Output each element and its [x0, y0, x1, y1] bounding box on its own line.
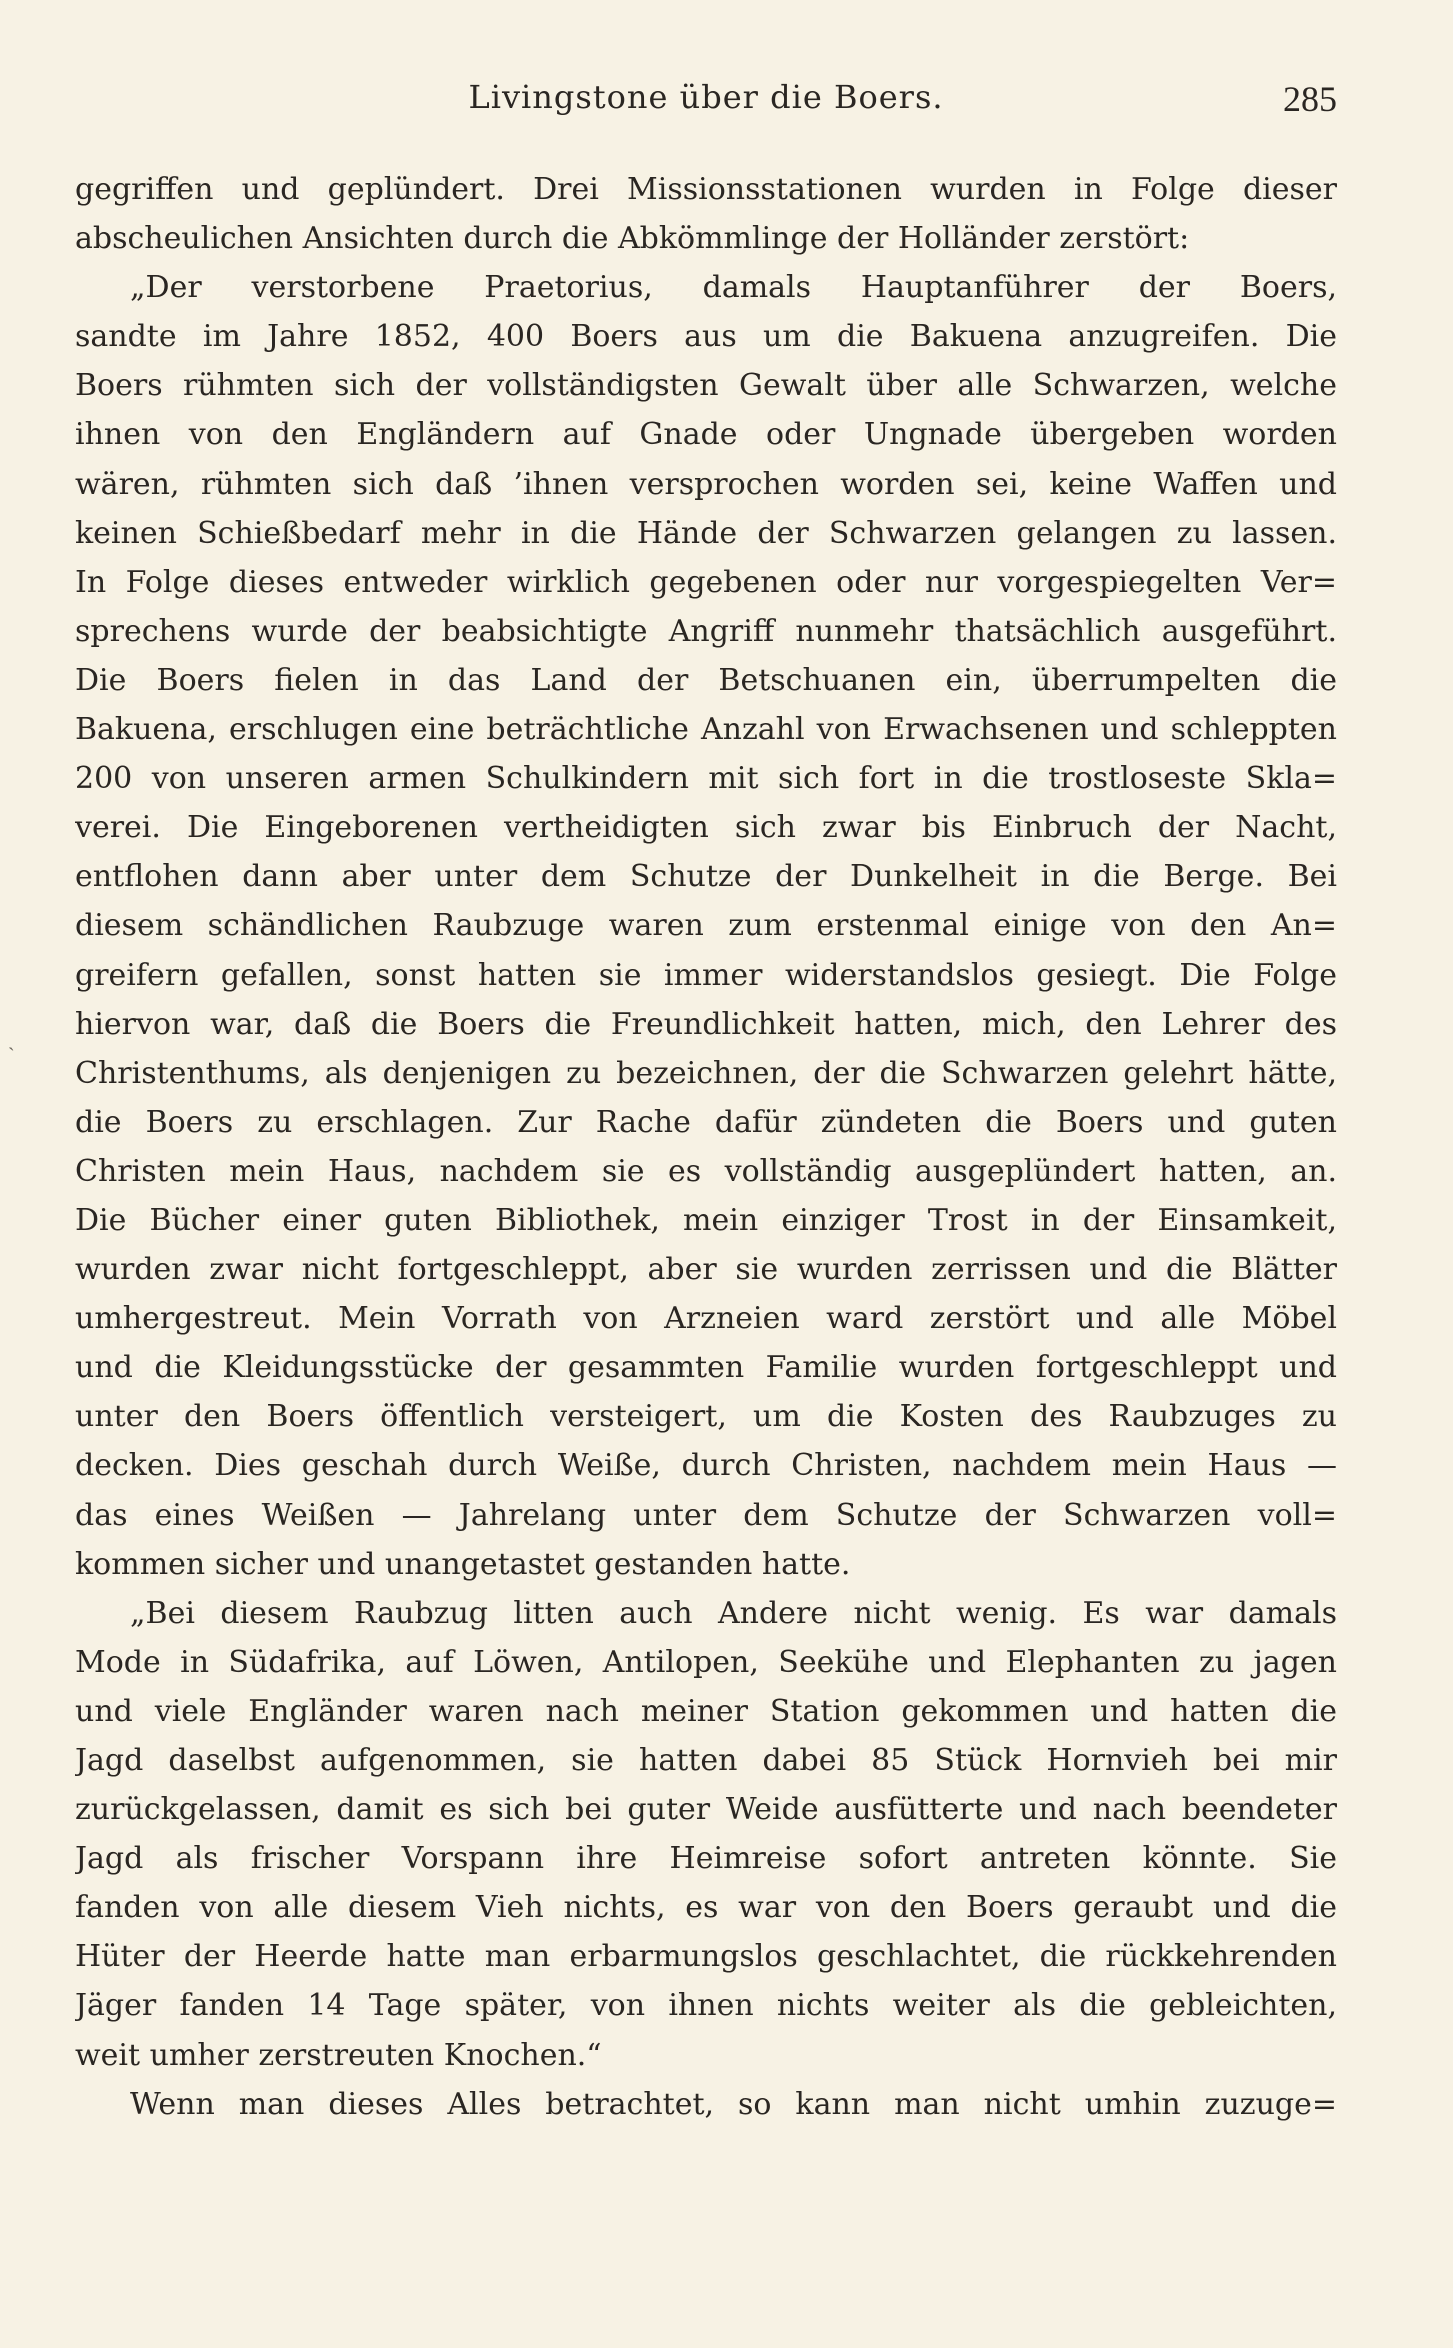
text-line: Hüter der Heerde hatte man erbarmungslos geschlachtet, die rückkehrenden [75, 1939, 1337, 1975]
text-line: Boers rühmten sich der vollständigsten Gewalt über alle Schwarzen, welche [75, 368, 1337, 404]
text-line: Die Bücher einer guten Bibliothek, mein einziger Trost in der Einsamkeit, [75, 1202, 1337, 1238]
text-line: abscheulichen Ansichten durch die Abkömmlinge der Holländer zerstört: [75, 221, 1190, 257]
text-line: wären, rühmten sich daß ’ihnen versprochen worden sei, keine Waffen und [75, 466, 1337, 502]
text-line: Christenthums, als denjenigen zu bezeichnen, der die Schwarzen gelehrt hätte, [75, 1055, 1337, 1091]
text-line: zurückgelassen, damit es sich bei guter Weide ausfütterte und nach beendeter [75, 1792, 1337, 1828]
text-line: Mode in Südafrika, auf Löwen, Antilopen, Seekühe und Elephanten zu jagen [75, 1644, 1337, 1680]
text-line: weit umher zerstreuten Knochen.“ [75, 2037, 602, 2073]
text-line: diesem schändlichen Raubzuge waren zum erstenmal einige von den An= [75, 908, 1337, 944]
page-body-text [75, 165, 1337, 2129]
text-line: hiervon war, daß die Boers die Freundlichkeit hatten, mich, den Lehrer des [75, 1006, 1337, 1042]
text-line: sprechens wurde der beabsichtigte Angriff nunmehr thatsächlich ausgeführt. [75, 613, 1337, 649]
text-line: und die Kleidungsstücke der gesammten Familie wurden fortgeschleppt und [75, 1350, 1337, 1386]
text-line: wurden zwar nicht fortgeschleppt, aber sie wurden zerrissen und die Blätter [75, 1252, 1337, 1288]
text-line: sandte im Jahre 1852, 400 Boers aus um die Bakuena anzugreifen. Die [75, 319, 1337, 355]
text-line: verei. Die Eingeborenen vertheidigten sich zwar bis Einbruch der Nacht, [75, 810, 1337, 846]
text-line: „Der verstorbene Praetorius, damals Hauptanführer der Boers, [130, 270, 1337, 306]
text-line: gegriffen und geplündert. Drei Missionsstationen wurden in Folge dieser [75, 172, 1337, 207]
text-line: entflohen dann aber unter dem Schutze der Dunkelheit in die Berge. Bei [75, 859, 1337, 895]
text-line: Jäger fanden 14 Tage später, von ihnen nichts weiter als die gebleichten, [75, 1988, 1337, 2024]
running-title: Livingstone über die Boers. [468, 78, 944, 116]
text-line: umhergestreut. Mein Vorrath von Arzneien ward zerstört und alle Möbel [75, 1301, 1337, 1337]
page-number: 285 [1283, 79, 1337, 119]
text-line: unter den Boers öffentlich versteigert, um die Kosten des Raubzuges zu [75, 1399, 1337, 1435]
text-line: Bakuena, erschlugen eine beträchtliche Anzahl von Erwachsenen und schleppten [75, 712, 1337, 748]
text-line: decken. Dies geschah durch Weiße, durch Christen, nachdem mein Haus — [75, 1448, 1337, 1484]
text-line: ihnen von den Engländern auf Gnade oder Ungnade übergeben worden [75, 417, 1337, 453]
text-line: Die Boers fielen in das Land der Betschuanen ein, überrumpelten die [75, 662, 1337, 698]
margin-mark: ˏ [8, 1027, 15, 1051]
text-line: Jagd daselbst aufgenommen, sie hatten dabei 85 Stück Hornvieh bei mir [75, 1743, 1337, 1778]
text-line: 200 von unseren armen Schulkindern mit sich fort in die trostloseste Skla= [75, 761, 1337, 797]
text-line: Christen mein Haus, nachdem sie es vollständig ausgeplündert hatten, an. [75, 1153, 1337, 1189]
text-line: „Bei diesem Raubzug litten auch Andere nicht wenig. Es war damals [130, 1595, 1337, 1631]
text-line: greifern gefallen, sonst hatten sie immer widerstandslos gesiegt. Die Folge [75, 957, 1337, 993]
text-line: Wenn man dieses Alles betrachtet, so kann man nicht umhin zuzuge= [130, 2086, 1337, 2122]
text-line: das eines Weißen — Jahrelang unter dem Schutze der Schwarzen voll= [75, 1497, 1337, 1533]
text-line: kommen sicher und unangetastet gestanden hatte. [75, 1546, 851, 1582]
text-line: fanden von alle diesem Vieh nichts, es war von den Boers geraubt und die [75, 1890, 1337, 1926]
text-line: und viele Engländer waren nach meiner Station gekommen und hatten die [75, 1693, 1337, 1729]
text-line: keinen Schießbedarf mehr in die Hände der Schwarzen gelangen zu lassen. [75, 515, 1337, 551]
text-line: Jagd als frischer Vorspann ihre Heimreise sofort antreten könnte. Sie [75, 1841, 1337, 1877]
text-line: In Folge dieses entweder wirklich gegebenen oder nur vorgespiegelten Ver= [75, 564, 1337, 600]
text-line: die Boers zu erschlagen. Zur Rache dafür zündeten die Boers und guten [75, 1104, 1337, 1140]
page-header [75, 78, 1337, 128]
